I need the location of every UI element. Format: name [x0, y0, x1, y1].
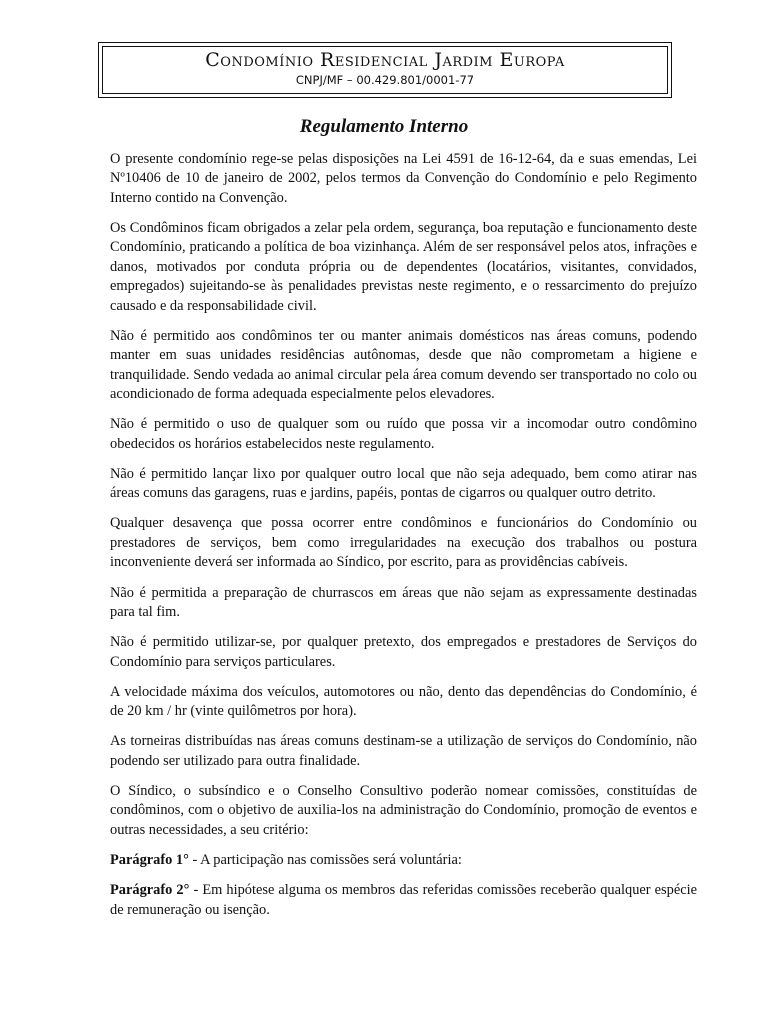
- paragraph: Não é permitida a preparação de churrascos em áreas que não sejam as expressamente destinadas para tal fim.: [110, 584, 697, 620]
- paragraph: Os Condôminos ficam obrigados a zelar pela ordem, segurança, boa reputação e funcionamento deste Condomínio, praticando a política de boa vizinhança. Além de ser responsável pelos atos, infrações e danos, motivados por conduta própria ou de dependentes (locatários, visitantes, convidados, empregados) sujeitando-se às penalidades previstas neste regimento, e o ressarcimento do prejuízo causado e da responsabilidade civil.: [110, 220, 697, 314]
- letterhead-box: [98, 42, 672, 98]
- paragrafo-text: - Em hipótese alguma os membros das referidas comissões receberão qualquer espécie de remuneração ou isenção.: [110, 882, 698, 918]
- paragraph: O Síndico, o subsíndico e o Conselho Consultivo poderão nomear comissões, constituídas de condôminos, com o objetivo de auxilia-los na administração do Condomínio, promoção de eventos e outras necessidades, a seu critério:: [110, 782, 697, 838]
- condominium-name: Condomínio Residencial Jardim Europa: [205, 49, 565, 71]
- paragraph: Não é permitido lançar lixo por qualquer outro local que não seja adequado, bem como atirar nas áreas comuns das garagens, ruas e jardins, papéis, pontas de cigarros ou qualquer outro detrito.: [110, 465, 697, 502]
- paragraph: O presente condomínio rege-se pelas disposições na Lei 4591 de 16-12-64, da e suas emendas, Lei Nº10406 de 10 de janeiro de 2002, pelos termos da Convenção do Condomínio e pelo Regimento Interno contido na Convenção.: [110, 151, 697, 206]
- paragrafo-2: [110, 881, 697, 920]
- paragrafo-1: [110, 851, 697, 870]
- paragraph: As torneiras distribuídas nas áreas comuns destinam-se a utilização de serviços do Condomínio, não podendo ser utilizado para outra finalidade.: [110, 733, 697, 769]
- document-body: [110, 150, 697, 931]
- paragrafo-label: Parágrafo 2°: [110, 882, 190, 899]
- paragrafo-label: Parágrafo 1°: [110, 851, 189, 868]
- paragraph: Não é permitido utilizar-se, por qualquer pretexto, dos empregados e prestadores de Serviços do Condomínio para serviços particulares.: [110, 634, 697, 670]
- document-title: Regulamento Interno: [299, 116, 469, 137]
- paragrafo-text: - A participação nas comissões será voluntária:: [188, 851, 462, 868]
- paragraph: A velocidade máxima dos veículos, automotores ou não, dento das dependências do Condomínio, é de 20 km / hr (vinte quilômetros por hora).: [110, 683, 697, 720]
- paragraph: Qualquer desavença que possa ocorrer entre condôminos e funcionários do Condomínio ou prestadores de serviços, bem como irregularidades na execução dos trabalhos ou postura inconveniente deverá ser informada ao Síndico, por escrito, para as providências cabíveis.: [110, 515, 697, 571]
- paragraph: Não é permitido aos condôminos ter ou manter animais domésticos nas áreas comuns, podendo manter em suas unidades residências autônomas, desde que não comprometam a higiene e tranquilidade. Sendo vedada ao animal circular pela área comum devendo ser transportado no colo ou acondicionado de forma adequada especialmente pelos elevadores.: [110, 327, 697, 403]
- paragraph: Não é permitido o uso de qualquer som ou ruído que possa vir a incomodar outro condômino obedecidos os horários estabelecidos neste regulamento.: [110, 416, 697, 452]
- cnpj-line: CNPJ/MF – 00.429.801/0001-77: [295, 73, 475, 87]
